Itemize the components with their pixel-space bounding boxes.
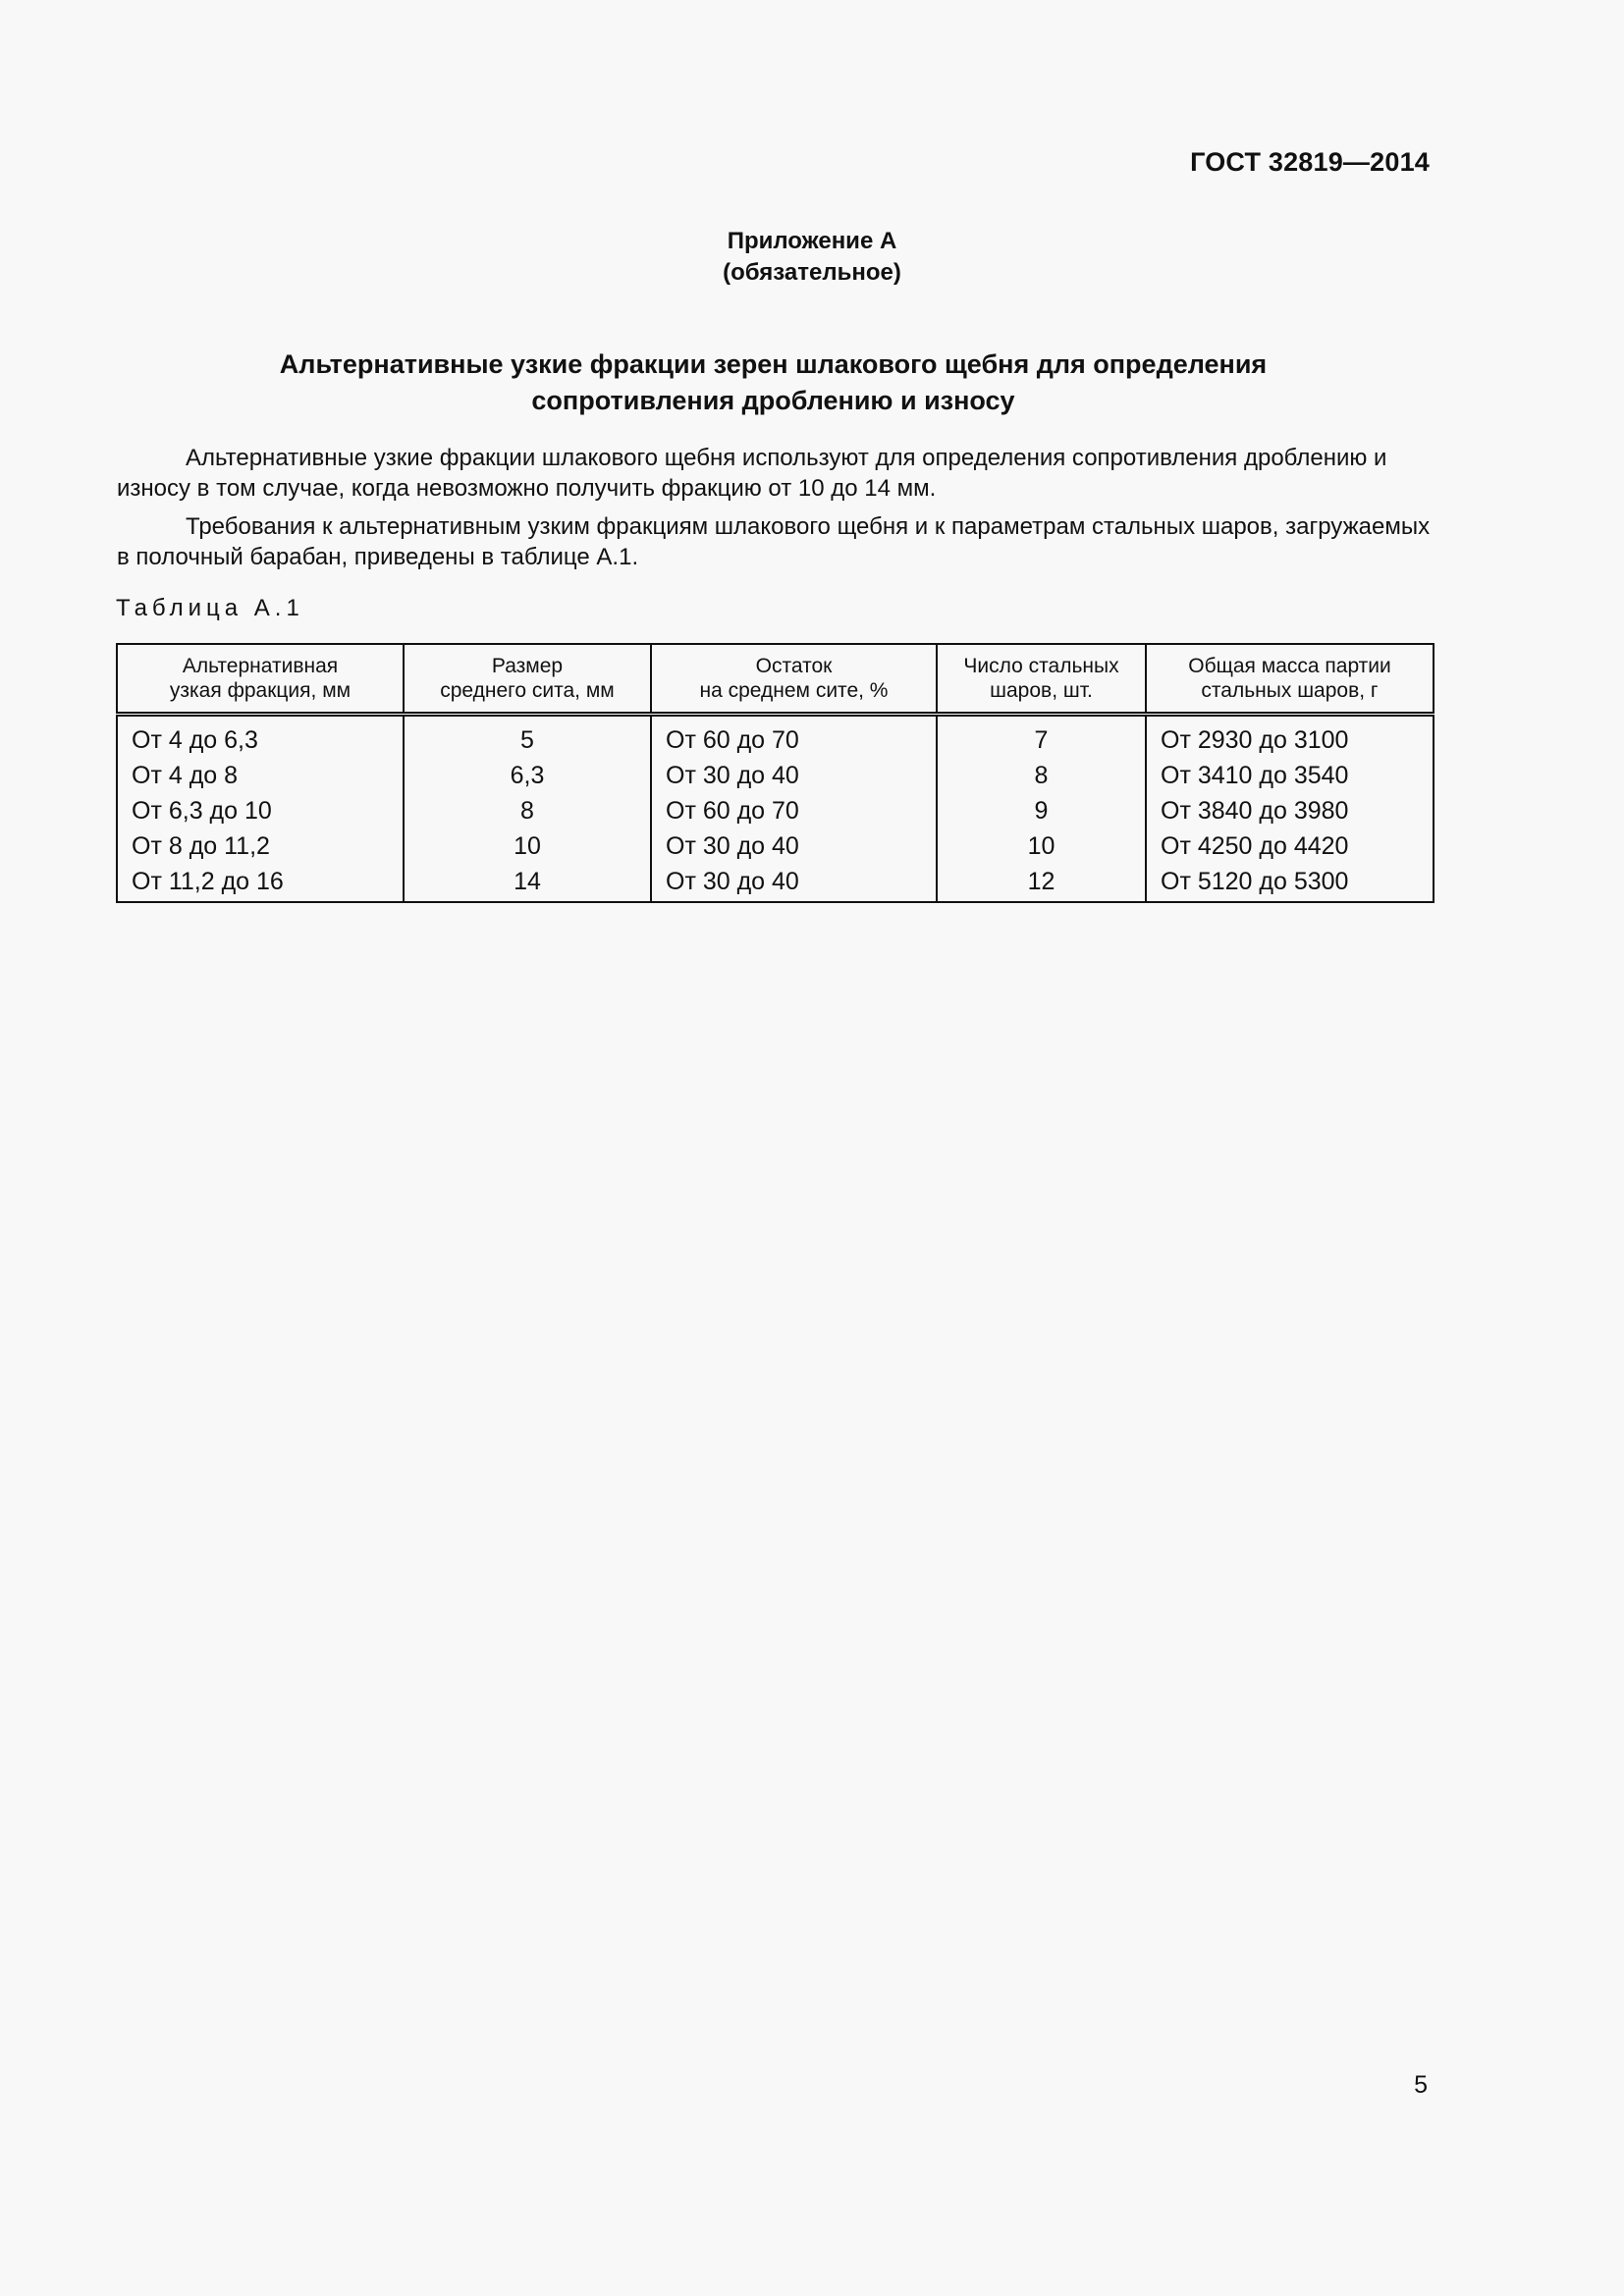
table-cell: 7 — [937, 715, 1146, 759]
table-cell: От 60 до 70 — [651, 715, 937, 759]
paragraph-2: Требования к альтернативным узким фракциям шлакового щебня и к параметрам стальных шаров, загружаемых в полочный барабан, приведены в таблице А.1. — [117, 513, 1431, 570]
table-row — [117, 793, 1434, 828]
table-cell: От 30 до 40 — [651, 828, 937, 864]
table-cell: От 3840 до 3980 — [1146, 793, 1434, 828]
table-cell: 8 — [404, 793, 651, 828]
table-cell: 10 — [937, 828, 1146, 864]
column-header-residue: Остаток на среднем сите, % — [651, 644, 937, 715]
table-header-row — [117, 644, 1434, 715]
table-row — [117, 758, 1434, 793]
table-cell: От 6,3 до 10 — [117, 793, 404, 828]
table-cell: От 60 до 70 — [651, 793, 937, 828]
column-header-total-mass: Общая масса партии стальных шаров, г — [1146, 644, 1434, 715]
appendix-title: Приложение А — [727, 228, 897, 254]
document-code: ГОСТ 32819—2014 — [1190, 147, 1430, 177]
table-row — [117, 715, 1434, 759]
table-cell: 6,3 — [404, 758, 651, 793]
column-header-sieve-size: Размер среднего сита, мм — [404, 644, 651, 715]
appendix-status: (обязательное) — [723, 259, 901, 286]
table-cell: 5 — [404, 715, 651, 759]
section-title-line1: Альтернативные узкие фракции зерен шлакового щебня для определения — [279, 349, 1268, 379]
table-cell: От 4 до 6,3 — [117, 715, 404, 759]
data-table — [116, 643, 1435, 903]
paragraph-1: Альтернативные узкие фракции шлакового щебня используют для определения сопротивления дроблению и износу в том случае, когда невозможно получить фракцию от 10 до 14 мм. — [117, 445, 1387, 502]
table-caption: Таблица А.1 — [116, 595, 304, 621]
appendix-heading — [0, 226, 1624, 289]
table-cell: 12 — [937, 864, 1146, 902]
table-row — [117, 864, 1434, 902]
section-title-line2: сопротивления дроблению и износу — [531, 386, 1015, 415]
column-header-fraction: Альтернативная узкая фракция, мм — [117, 644, 404, 715]
table-cell: От 8 до 11,2 — [117, 828, 404, 864]
table-cell: От 2930 до 3100 — [1146, 715, 1434, 759]
table-cell: От 4 до 8 — [117, 758, 404, 793]
table-cell: От 30 до 40 — [651, 864, 937, 902]
table-cell: От 11,2 до 16 — [117, 864, 404, 902]
body-text — [117, 443, 1432, 580]
table-cell: 14 — [404, 864, 651, 902]
table-cell: От 3410 до 3540 — [1146, 758, 1434, 793]
table-container — [116, 643, 1433, 903]
page-number: 5 — [1414, 2071, 1428, 2099]
table-row — [117, 828, 1434, 864]
table-cell: 9 — [937, 793, 1146, 828]
table-cell: 8 — [937, 758, 1146, 793]
table-cell: От 5120 до 5300 — [1146, 864, 1434, 902]
table-cell: От 4250 до 4420 — [1146, 828, 1434, 864]
section-title — [0, 347, 1546, 419]
table-cell: 10 — [404, 828, 651, 864]
table-cell: От 30 до 40 — [651, 758, 937, 793]
column-header-ball-count: Число стальных шаров, шт. — [937, 644, 1146, 715]
